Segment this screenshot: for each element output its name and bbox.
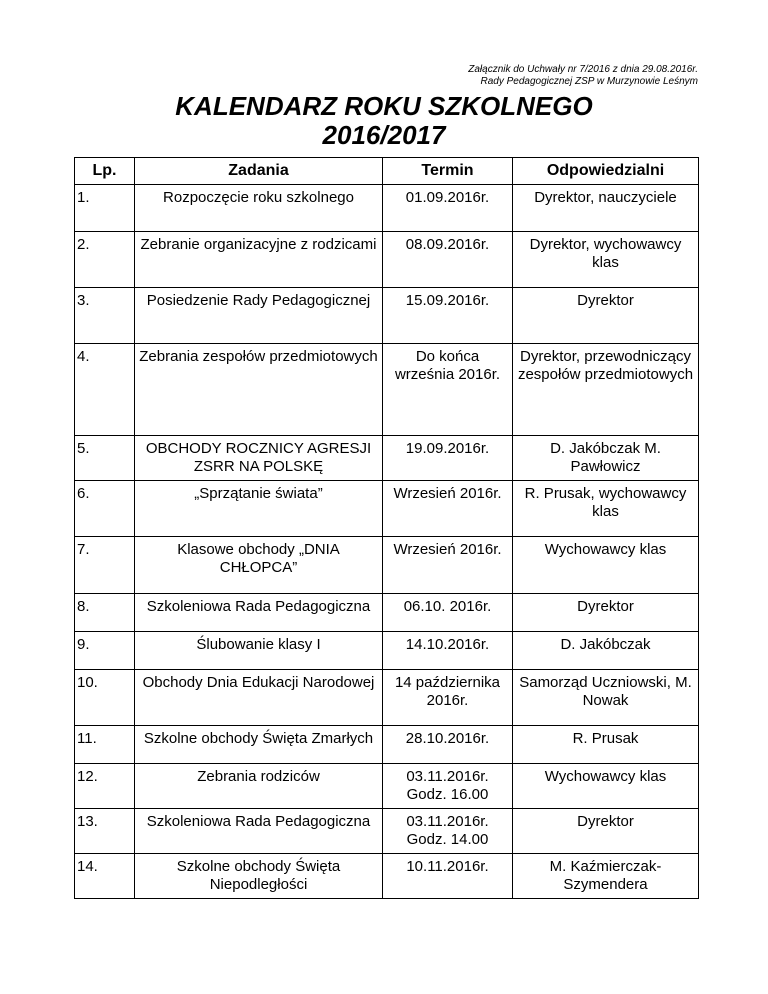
cell-term: 15.09.2016r. <box>383 288 513 344</box>
table-row <box>75 344 699 436</box>
cell-term: Wrzesień 2016r. <box>383 481 513 537</box>
cell-lp: 4. <box>75 344 135 436</box>
header-responsible: Odpowiedzialni <box>513 158 699 185</box>
cell-lp: 6. <box>75 481 135 537</box>
cell-lp: 1. <box>75 185 135 232</box>
cell-responsible: R. Prusak, wychowawcy klas <box>513 481 699 537</box>
table-row <box>75 594 699 632</box>
table-header-row <box>75 158 699 185</box>
cell-term: 08.09.2016r. <box>383 232 513 288</box>
cell-term: 14 października 2016r. <box>383 670 513 726</box>
cell-term: 01.09.2016r. <box>383 185 513 232</box>
cell-responsible: Dyrektor, nauczyciele <box>513 185 699 232</box>
cell-lp: 14. <box>75 854 135 899</box>
cell-responsible: Wychowawcy klas <box>513 537 699 594</box>
cell-term: 28.10.2016r. <box>383 726 513 764</box>
cell-task: Zebrania rodziców <box>135 764 383 809</box>
cell-term: 03.11.2016r. Godz. 16.00 <box>383 764 513 809</box>
header-lp: Lp. <box>75 158 135 185</box>
cell-responsible: Dyrektor, przewodniczący zespołów przedmiotowych <box>513 344 699 436</box>
table-row <box>75 809 699 854</box>
table-row <box>75 481 699 537</box>
table-row <box>75 185 699 232</box>
cell-task: Posiedzenie Rady Pedagogicznej <box>135 288 383 344</box>
cell-task: Zebrania zespołów przedmiotowych <box>135 344 383 436</box>
cell-responsible: Dyrektor <box>513 288 699 344</box>
annex-line-2: Rady Pedagogicznej ZSP w Murzynowie Leśnym <box>480 76 698 87</box>
annex-line-1: Załącznik do Uchwały nr 7/2016 z dnia 29.08.2016r. <box>468 64 698 75</box>
table-row <box>75 537 699 594</box>
cell-task: Klasowe obchody „DNIA CHŁOPCA” <box>135 537 383 594</box>
cell-task: Szkoleniowa Rada Pedagogiczna <box>135 809 383 854</box>
cell-lp: 9. <box>75 632 135 670</box>
cell-term: 14.10.2016r. <box>383 632 513 670</box>
cell-responsible: Dyrektor <box>513 809 699 854</box>
cell-lp: 3. <box>75 288 135 344</box>
table-row <box>75 232 699 288</box>
table-row <box>75 764 699 809</box>
cell-lp: 12. <box>75 764 135 809</box>
cell-term: Wrzesień 2016r. <box>383 537 513 594</box>
title-line-2: 2016/2017 <box>322 120 446 150</box>
cell-lp: 13. <box>75 809 135 854</box>
table-row <box>75 632 699 670</box>
cell-responsible: R. Prusak <box>513 726 699 764</box>
cell-lp: 5. <box>75 436 135 481</box>
cell-responsible: Dyrektor, wychowawcy klas <box>513 232 699 288</box>
table-row <box>75 288 699 344</box>
cell-term: 03.11.2016r. Godz. 14.00 <box>383 809 513 854</box>
table-row <box>75 726 699 764</box>
cell-term: Do końca września 2016r. <box>383 344 513 436</box>
cell-term: 10.11.2016r. <box>383 854 513 899</box>
cell-task: Szkolne obchody Święta Niepodległości <box>135 854 383 899</box>
title-line-1: KALENDARZ ROKU SZKOLNEGO <box>175 91 593 121</box>
cell-responsible: Samorząd Uczniowski, M. Nowak <box>513 670 699 726</box>
cell-task: „Sprzątanie świata” <box>135 481 383 537</box>
cell-lp: 10. <box>75 670 135 726</box>
cell-responsible: Wychowawcy klas <box>513 764 699 809</box>
header-tasks: Zadania <box>135 158 383 185</box>
page-title <box>0 92 768 150</box>
cell-task: Ślubowanie klasy I <box>135 632 383 670</box>
annex-note <box>468 64 698 88</box>
cell-task: Obchody Dnia Edukacji Narodowej <box>135 670 383 726</box>
cell-lp: 11. <box>75 726 135 764</box>
cell-task: OBCHODY ROCZNICY AGRESJI ZSRR NA POLSKĘ <box>135 436 383 481</box>
cell-task: Zebranie organizacyjne z rodzicami <box>135 232 383 288</box>
table-row <box>75 854 699 899</box>
cell-term: 06.10. 2016r. <box>383 594 513 632</box>
calendar-table <box>74 157 699 899</box>
cell-responsible: M. Kaźmierczak-Szymendera <box>513 854 699 899</box>
cell-responsible: Dyrektor <box>513 594 699 632</box>
cell-lp: 2. <box>75 232 135 288</box>
table-row <box>75 436 699 481</box>
cell-responsible: D. Jakóbczak M. Pawłowicz <box>513 436 699 481</box>
cell-task: Szkoleniowa Rada Pedagogiczna <box>135 594 383 632</box>
cell-responsible: D. Jakóbczak <box>513 632 699 670</box>
header-term: Termin <box>383 158 513 185</box>
table-row <box>75 670 699 726</box>
cell-lp: 8. <box>75 594 135 632</box>
cell-term: 19.09.2016r. <box>383 436 513 481</box>
cell-lp: 7. <box>75 537 135 594</box>
cell-task: Rozpoczęcie roku szkolnego <box>135 185 383 232</box>
cell-task: Szkolne obchody Święta Zmarłych <box>135 726 383 764</box>
